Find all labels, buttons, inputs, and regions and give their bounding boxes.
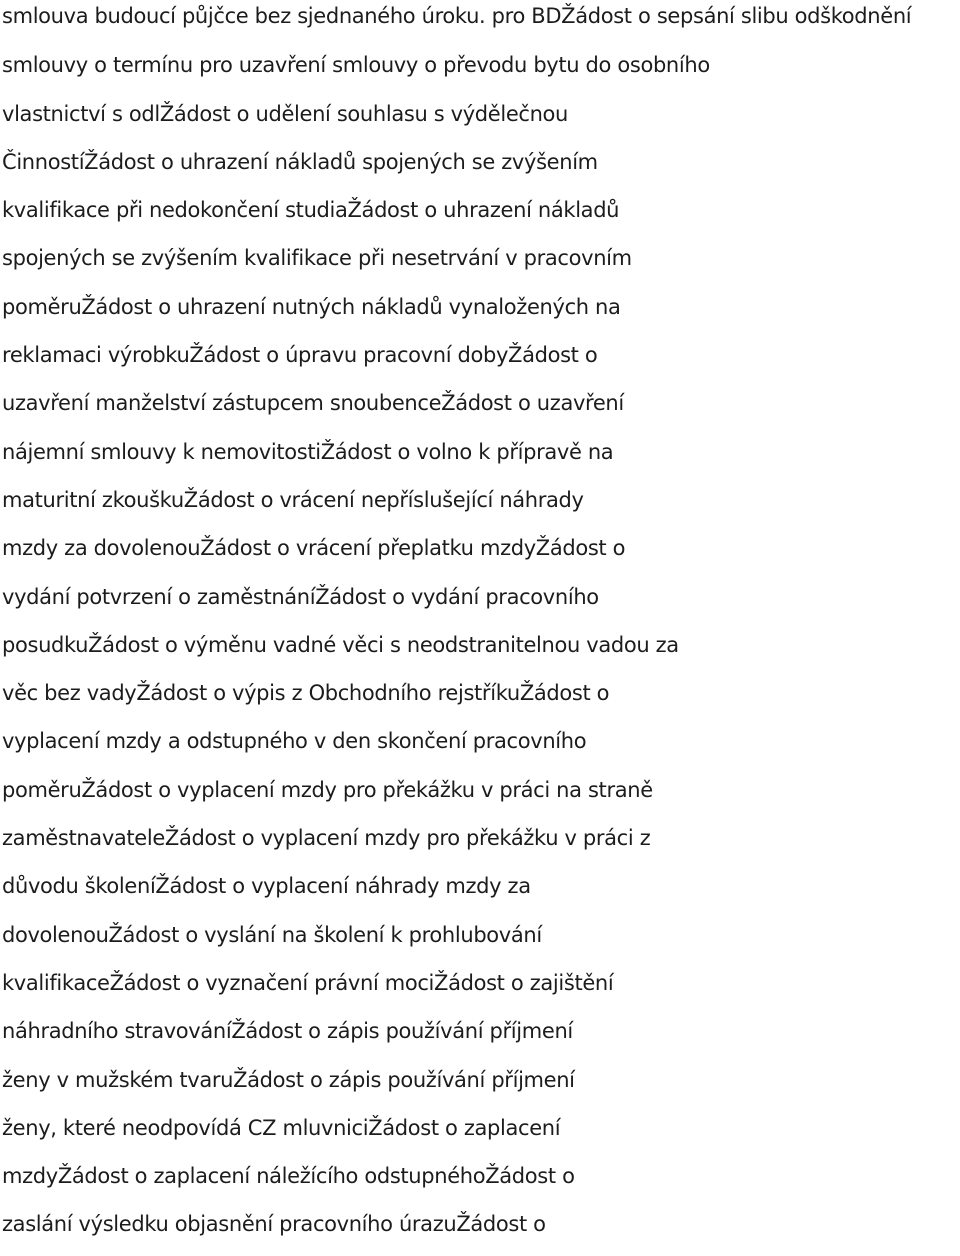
text-line: zaslání výsledku objasnění pracovního úrazuŽádost o	[2, 1212, 546, 1237]
text-line: ženy v mužském tvaruŽádost o zápis používání příjmení	[2, 1067, 575, 1092]
text-line: poměruŽádost o vyplacení mzdy pro překážku v práci na straně	[2, 777, 653, 802]
text-line: vydání potvrzení o zaměstnáníŽádost o vydání pracovního	[2, 584, 599, 609]
document-body	[2, 0, 958, 1256]
text-line: ženy, které neodpovídá CZ mluvniciŽádost o zaplacení	[2, 1115, 561, 1140]
text-line: kvalifikace při nedokončení studiaŽádost o uhrazení nákladů	[2, 198, 620, 223]
text-line: smlouva budoucí půjčce bez sjednaného úroku. pro BDŽádost o sepsání slibu odškodnění	[2, 4, 912, 28]
text-line: uzavření manželství zástupcem snoubenceŽádost o uzavření	[2, 391, 624, 416]
text-line: důvodu školeníŽádost o vyplacení náhrady mzdy za	[2, 874, 531, 899]
text-line: vyplacení mzdy a odstupného v den skončení pracovního	[2, 729, 587, 754]
text-line: mzdyŽádost o zaplacení náležícího odstupnéhoŽádost o	[2, 1164, 575, 1189]
text-line: věc bez vadyŽádost o výpis z Obchodního rejstříkuŽádost o	[2, 681, 610, 706]
text-line: maturitní zkouškuŽádost o vrácení nepříslušející náhrady	[2, 487, 584, 512]
text-line: nájemní smlouvy k nemovitostiŽádost o volno k přípravě na	[2, 439, 614, 464]
text-line: dovolenouŽádost o vyslání na školení k prohlubování	[2, 922, 542, 947]
text-line: ČinnostíŽádost o uhrazení nákladů spojených se zvýšením	[2, 149, 598, 174]
text-line: mzdy za dovolenouŽádost o vrácení přeplatku mzdyŽádost o	[2, 536, 626, 561]
text-line: spojených se zvýšením kvalifikace při nesetrvání v pracovním	[2, 246, 632, 271]
text-line: zaměstnavateleŽádost o vyplacení mzdy pro překážku v práci z	[2, 826, 651, 851]
text-line: kvalifikaceŽádost o vyznačení právní mociŽádost o zajištění	[2, 970, 614, 995]
text-line: smlouvy o termínu pro uzavření smlouvy o převodu bytu do osobního	[2, 53, 710, 78]
text-line: reklamaci výrobkuŽádost o úpravu pracovní dobyŽádost o	[2, 343, 598, 368]
text-line: náhradního stravováníŽádost o zápis používání příjmení	[2, 1019, 573, 1044]
text-line: poměruŽádost o uhrazení nutných nákladů vynaložených na	[2, 294, 621, 319]
text-line: vlastnictví s odlŽádost o udělení souhlasu s výdělečnou	[2, 101, 569, 126]
text-line: posudkuŽádost o výměnu vadné věci s neodstranitelnou vadou za	[2, 632, 679, 657]
